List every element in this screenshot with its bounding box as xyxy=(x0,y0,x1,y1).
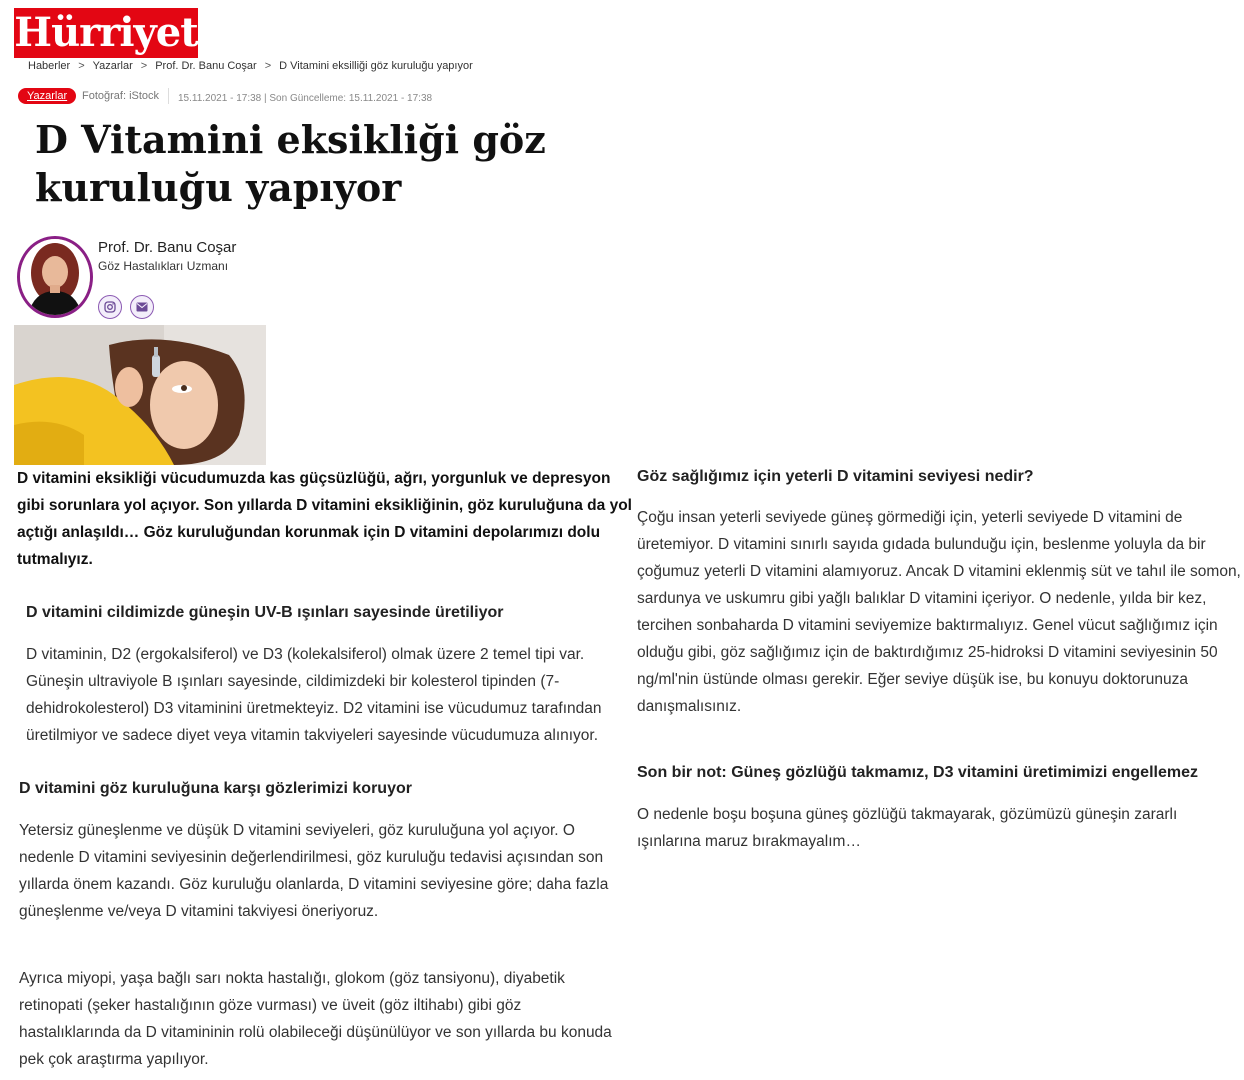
section-paragraph: D vitaminin, D2 (ergokalsiferol) ve D3 (kolekalsiferol) olmak üzere 2 temel tipi var. Güneşin ultraviyole B ışınları sayesinde, cildimizdeki bir kolesterol tipinden (7-dehidrokolesterol) D3 vitaminini üretmekteyiz. D2 vitamini ise vücudumuz tarafından üretilmiyor ve sadece diyet veya vitamin takviyeleri sayesinde vücudumuza alınıyor. xyxy=(26,646,602,744)
section-paragraph: Yetersiz güneşlenme ve düşük D vitamini seviyeleri, göz kuruluğuna yol açıyor. O nedenle D vitamini seviyesinin değerlendirilmesi, göz kuruluğu tedavisi açısından son yıllarda önem kazandı. Göz kuruluğu olanlarda, D vitamini seviyesine göre; daha fazla güneşlenme ve/veya D vitamini takviyesi öneriyoruz. xyxy=(19,822,609,920)
breadcrumb-item-author[interactable]: Prof. Dr. Banu Coşar xyxy=(155,60,257,72)
avatar-portrait xyxy=(20,239,90,315)
section-heading: D vitamini göz kuruluğuna karşı gözlerimizi koruyor xyxy=(19,780,412,797)
publish-dates: 15.11.2021 - 17:38 | Son Güncelleme: 15.11.2021 - 17:38 xyxy=(178,93,433,104)
instagram-icon xyxy=(104,301,116,313)
author-title: Göz Hastalıkları Uzmanı xyxy=(98,259,229,273)
breadcrumb xyxy=(28,60,473,72)
breadcrumb-separator: > xyxy=(264,60,272,72)
author-avatar[interactable] xyxy=(17,236,93,318)
meta-divider xyxy=(168,88,169,104)
section-heading: Göz sağlığımız için yeterli D vitamini seviyesi nedir? xyxy=(637,468,1034,485)
section-paragraph: O nedenle boşu boşuna güneş gözlüğü takmayarak, gözümüzü güneşin zararlı ışınlarına maruz bırakmayalım… xyxy=(637,806,1178,850)
author-name[interactable]: Prof. Dr. Banu Coşar xyxy=(98,239,237,256)
section-heading: Son bir not: Güneş gözlüğü takmamız, D3 vitamini üretimimizi engellemez xyxy=(637,764,1198,781)
breadcrumb-separator: > xyxy=(140,60,148,72)
category-badge[interactable]: Yazarlar xyxy=(18,88,76,104)
breadcrumb-item-current: D Vitamini eksilliği göz kuruluğu yapıyor xyxy=(279,60,473,72)
section-heading: D vitamini cildimizde güneşin UV-B ışınları sayesinde üretiliyor xyxy=(26,604,504,621)
article-lead: D vitamini eksikliği vücudumuzda kas güçsüzlüğü, ağrı, yorgunluk ve depresyon gibi sorunlara yol açıyor. Son yıllarda D vitamini eksikliğinin, göz kuruluğuna da yol açtığı anlaşıldı… Göz kuruluğundan korunmak için D vitamini depolarımızı dolu tutmalıyız. xyxy=(17,470,632,568)
breadcrumb-separator: > xyxy=(78,60,85,72)
hurriyet-logo[interactable]: Hürriyet xyxy=(14,9,198,56)
section-paragraph: Çoğu insan yeterli seviyede güneş görmediği için, yeterli seviyede D vitamini de üretemiyor. D vitamini sınırlı sayıda gıdada bulunduğu için, beslenme yoluyla da bir çoğumuz yeterli D vitamini alamıyoruz. Ancak D vitamini eklenmiş süt ve tahıl ile somon, sardunya ve uskumru gibi yağlı balıklar D vitamini içeriyor. O nedenle, yılda bir kez, tercihen sonbaharda D vitamini seviyemize baktırmalıyız. Genel vücut sağlığımız için olduğu gibi, göz sağlığımız için de baktırdığımız 25-hidroksi D vitamini seviyesinin 50 ng/ml'nin üstünde olması gerekir. Eğer seviye düşük ise, bu konuyu doktorunuza danışmalısınız. xyxy=(637,509,1241,715)
email-icon xyxy=(136,302,148,312)
email-button[interactable] xyxy=(130,295,154,319)
article-title: D Vitamini eksikliği göz kuruluğu yapıyor xyxy=(35,117,546,210)
breadcrumb-item-yazarlar[interactable]: Yazarlar xyxy=(92,60,133,72)
instagram-button[interactable] xyxy=(98,295,122,319)
photo-credit: Fotoğraf: iStock xyxy=(82,90,160,102)
hero-eye-drops-picture xyxy=(14,325,266,465)
section-paragraph: Ayrıca miyopi, yaşa bağlı sarı nokta hastalığı, glokom (göz tansiyonu), diyabetik retinopati (şeker hastalığının göze vurması) ve üveit (göz iltihabı) gibi göz hastalıklarında da D vitamininin rolü olabileceği düşünülüyor ve son yıllarda bu konuda pek çok araştırma yapılıyor. xyxy=(19,970,612,1068)
breadcrumb-item-haberler[interactable]: Haberler xyxy=(28,60,71,72)
article-hero-image xyxy=(14,325,266,465)
